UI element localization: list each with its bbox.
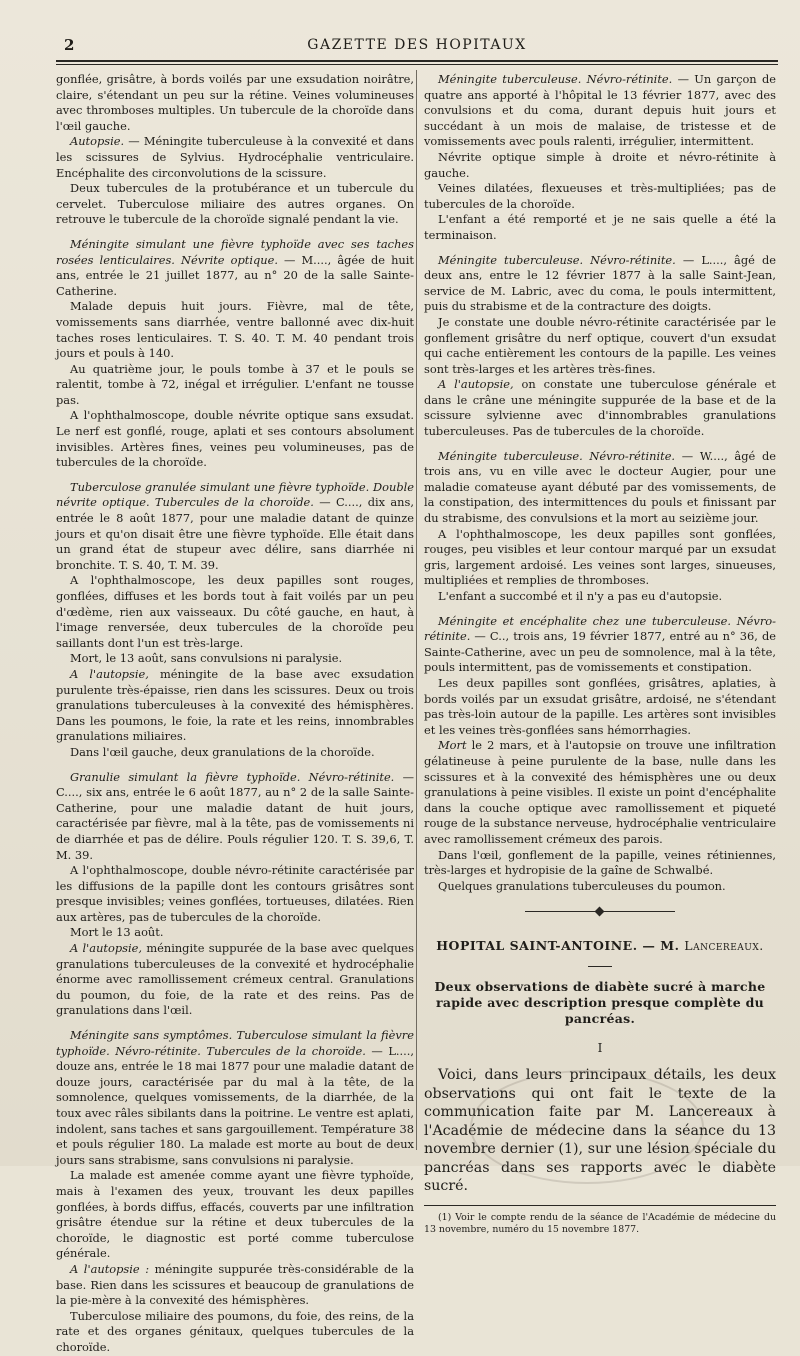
- footnote-rule: [424, 1205, 776, 1206]
- observation-title: Méningite sans symptômes. Tuberculose simulant la fièvre typhoïde. Névro-rétinite. Tubercules de la choroïde.: [56, 1028, 414, 1058]
- library-stamp: [470, 1070, 704, 1184]
- header-rule-thin: [56, 64, 778, 65]
- paragraph: A l'ophthalmoscope, les deux papilles sont gonflées, rouges, peu visibles et leur contour marqué par un exsudat gris, largement ardoisé. Les veines sont larges, sinueuses, multipliées et remplies de thromboses.: [424, 526, 776, 588]
- paragraph: [56, 134, 414, 181]
- observation-heading: [56, 480, 414, 574]
- paragraph: Tuberculose miliaire des poumons, du foie, des reins, de la rate et des organes génitaux, quelques tubercules de la choroïde.: [56, 1308, 414, 1354]
- paragraph: Dans l'œil gauche, deux granulations de la choroïde.: [70, 744, 375, 759]
- paragraph: Névrite optique simple à droite et névro-rétinite à gauche.: [424, 149, 776, 180]
- section-separator: [525, 908, 675, 916]
- paragraph: A l'ophthalmoscope, double névrite optique sans exsudat. Le nerf est gonflé, rouge, aplati et ses contours absolument invisibles. Artères fines, veines peu volumineuses, pas de tubercules de la choroïde.: [56, 408, 414, 470]
- paragraph-text: — Méningite tuberculeuse à la convexité et dans les scissures de Sylvius. Hydrocéphalie ventriculaire. Encéphalite des circonvolutions de la scissure.: [56, 134, 414, 180]
- paragraph: A l'ophthalmoscope, les deux papilles sont rouges, gonflées, diffuses et les bords tout à fait voilés par un peu d'œdème, rien aux vaisseaux. Du côté gauche, en haut, à l'image renversée, deux tubercules de la choroïde peu saillants dont l'un est très-large.: [56, 573, 414, 650]
- observation-heading: [56, 237, 414, 299]
- header-rule: [56, 60, 778, 62]
- paragraph: Les deux papilles sont gonflées, grisâtres, aplaties, à bords voilés par un exsudat grisâtre, ardoisé, ne s'étendant pas très-loin autour de la papille. Les artères sont invisibles et les veines très-gonflées sans hémorrhagies.: [424, 675, 776, 737]
- observation-title: Méningite simulant une fièvre typhoïde avec ses taches rosées lenticulaires. Névrite optique.: [56, 236, 414, 267]
- hospital-title: HOPITAL SAINT-ANTOINE. — M.: [436, 938, 685, 954]
- run-in-label: A l'autopsie :: [70, 1261, 150, 1276]
- paragraph: Quelques granulations tuberculeuses du poumon.: [438, 878, 726, 893]
- paragraph-text: méningite suppurée de la base avec quelques granulations tuberculeuses de la convexité et hydrocéphalie énorme avec ramollissement crémeux central. Granulations du poumon, du foie, de la rate et des reins. Pas de granulations dans l'œil.: [56, 941, 414, 1018]
- paragraph: Je constate une double névro-rétinite caractérisée par le gonflement grisâtre du nerf optique, couvert d'un exsudat qui cache entièrement les contours de la papille. Les veines sont très-larges et les artères très-fines.: [424, 314, 776, 376]
- observation-title: Tuberculose granulée simulant une fièvre typhoïde. Double névrite optique. Tubercules de la choroïde.: [56, 479, 414, 510]
- paragraph: [56, 1262, 414, 1309]
- run-in-label: A l'autopsie,: [70, 666, 149, 681]
- paragraph: Au quatrième jour, le pouls tombe à 37 et le pouls se ralentit, tombe à 72, inégal et irrégulier. L'enfant ne tousse pas.: [56, 361, 414, 407]
- observation-text: — W...., âgé de trois ans, vu en ville avec le docteur Augier, pour une maladie comateuse ayant débuté par des vomissements, de la constipation, des intermittences du pouls et finissant par du strabisme, des convulsions et la mort au seizième jour.: [424, 448, 776, 526]
- paragraph: gonflée, grisâtre, à bords voilés par une exsudation noirâtre, claire, s'étendant un peu sur la rétine. Veines volumineuses avec thromboses multiples. Un tubercule de la choroïde dans l'œil gauche.: [56, 72, 414, 133]
- observation-title: Méningite et encéphalite chez une tuberculeuse. Névro-rétinite.: [424, 613, 776, 644]
- paragraph-text: on constate une tuberculose générale et dans le crâne une méningite suppurée de la base et de la scissure sylvienne avec d'innombrables granulations tuberculeuses. Pas de tubercules de la choroïde.: [424, 377, 776, 439]
- observation-heading: [424, 253, 776, 315]
- run-in-label: Autopsie.: [70, 134, 125, 149]
- paragraph: La malade est amenée comme ayant une fièvre typhoïde, mais à l'examen des yeux, trouvant les deux papilles gonflées, à bords diffus, effacés, couverts par une infiltration grisâtre étendue sur la rétine et deux tubercules de la choroïde, le diagnostic est porté comme tuberculose générale.: [56, 1168, 414, 1261]
- right-column: [424, 72, 776, 1236]
- column-divider: [416, 70, 417, 1150]
- paragraph: [424, 377, 776, 439]
- paragraph: A l'ophthalmoscope, double névro-rétinite caractérisée par les diffusions de la papille dont les contours grisâtres sont presque invisibles; veines gonflées, tortueuses, dilatées. Rien aux artères, pas de tubercules de la choroïde.: [56, 863, 414, 924]
- paragraph-text: méningite de la base avec exsudation purulente très-épaisse, rien dans les scissures. Deux ou trois granulations tuberculeuses à la convexité des hémisphères. Dans les poumons, le foie, la rate et les reins, innombrables granulations miliaires.: [56, 666, 414, 744]
- observation-title: Granulie simulant la fièvre typhoïde. Névro-rétinite.: [70, 769, 395, 784]
- observation-text: — C...., six ans, entrée le 6 août 1877, au n° 2 de la salle Sainte-Catherine, pour une maladie datant de huit jours, caractérisée par fièvre, mal à la tête, pas de vomissements ni de diarrhée et pas de délire. Pouls régulier 120. T. S. 39,6, T. M. 39.: [56, 769, 415, 862]
- page-number: 2: [64, 36, 75, 54]
- run-in-label: A l'autopsie,: [70, 941, 143, 956]
- observation-title: Méningite tuberculeuse. Névro-rétinite.: [438, 448, 676, 463]
- left-column: [56, 72, 414, 1356]
- paragraph: [424, 738, 776, 847]
- paragraph: [56, 667, 414, 745]
- observation-heading: [424, 449, 776, 527]
- paragraph: Mort le 13 août.: [70, 925, 164, 940]
- paragraph: L'enfant a été remporté et je ne sais quelle a été la terminaison.: [424, 212, 776, 242]
- paragraph-text: méningite suppurée très-considérable de la base. Rien dans les scissures et beaucoup de granulations de la pie-mère à la convexité des hémisphères.: [56, 1261, 415, 1308]
- paragraph: Dans l'œil, gonflement de la papille, veines rétiniennes, très-larges et hydropisie de la gaîne de Schwalbé.: [424, 847, 776, 878]
- paragraph: L'enfant a succombé et il n'y a pas eu d'autopsie.: [438, 589, 723, 603]
- observation-title: Méningite tuberculeuse. Névro-rétinite.: [438, 252, 676, 267]
- observation-text: — C...., dix ans, entrée le 8 août 1877, pour une maladie datant de quinze jours et qu'on disait être une fièvre typhoïde. Elle était dans un grand état de stupeur avec délire, sans diarrhée ni bronchite. T. S. 40, T. M. 39.: [56, 495, 414, 572]
- observation-title: Méningite tuberculeuse. Névro-rétinite.: [438, 72, 673, 86]
- section-numeral: I: [597, 1040, 603, 1055]
- hospital-heading: [424, 938, 776, 954]
- observation-text: — L...., âgé de deux ans, entre le 12 février 1877 à la salle Saint-Jean, service de M. Labric, avec du coma, le pouls intermittent, puis du strabisme et de la contracture des doigts.: [424, 252, 776, 314]
- observation-heading: [56, 770, 414, 864]
- observation-text: — C.., trois ans, 19 février 1877, entré au n° 36, de Sainte-Catherine, avec un peu de somnolence, mal à la tête, pouls intermittent, pas de vomissements et constipation.: [424, 629, 776, 675]
- paragraph: Malade depuis huit jours. Fièvre, mal de tête, vomissements sans diarrhée, ventre ballonné avec dix-huit taches roses lenticulaires. T. S. 40. T. M. 40 pendant trois jours et pouls à 140.: [56, 299, 414, 361]
- observation-text: — Un garçon de quatre ans apporté à l'hôpital le 13 février 1877, avec des convulsions et du coma, durant depuis huit jours et succédant à un mois de malaise, de tristesse et de vomissements avec pouls ralenti, irrégulier, intermittent.: [424, 72, 776, 149]
- paragraph-text: le 2 mars, et à l'autopsie on trouve une infiltration gélatineuse à peine purulente de la base, nulle dans les scissures et à la convexité des hémisphères une ou deux granulations à peine visibles. Il existe un point d'encéphalite dans la couche optique avec ramollissement et piqueté rouge de la substance nerveuse, hydrocéphalie ventriculaire avec ramollissement crémeux des parois.: [424, 738, 776, 846]
- paragraph: [56, 941, 414, 1019]
- observation-text: — L...., douze ans, entrée le 18 mai 1877 pour une maladie datant de douze jours, caractérisée par du mal à la tête, de la somnolence, quelques vomissements, de la diarrhée, de la toux avec râles sibilants dans la poitrine. Le ventre est aplati, indolent, sans taches et sans gargouillement. Température 38 et pouls régulier 180. La malade est morte au bout de deux jours sans strabisme, sans convulsions ni paralysie.: [56, 1043, 414, 1167]
- short-rule: [588, 966, 612, 967]
- article-subtitle: Deux observations de diabète sucré à marche rapide avec description presque complète du pancréas.: [434, 978, 766, 1026]
- run-in-label: Mort: [438, 738, 467, 753]
- paragraph: Veines dilatées, flexueuses et très-multipliées; pas de tubercules de la choroïde.: [424, 181, 776, 211]
- intro-paragraph: Voici, dans leurs principaux détails, les deux observations qui ont fait le texte de la communication faite par M. Lancereaux à l'Académie de médecine dans la séance du 13 novembre dernier (1), sur une lésion spéciale du pancréas dans ses rapports avec le diabète sucré.: [424, 1067, 776, 1194]
- observation-heading: [424, 72, 776, 150]
- footnote: (1) Voir le compte rendu de la séance de l'Académie de médecine du 13 novembre, numéro du 15 novembre 1877.: [424, 1212, 776, 1236]
- paragraph: Mort, le 13 août, sans convulsions ni paralysie.: [70, 651, 343, 666]
- observation-text: — M...., âgée de huit ans, entrée le 21 juillet 1877, au n° 20 de la salle Sainte-Catherine.: [56, 252, 414, 298]
- observation-heading: [56, 1028, 414, 1168]
- journal-title: GAZETTE DES HOPITAUX: [307, 37, 527, 53]
- hospital-author: Lancereaux.: [684, 938, 764, 954]
- page-header: [56, 32, 778, 58]
- observation-heading: [424, 614, 776, 676]
- paragraph: Deux tubercules de la protubérance et un tubercule du cervelet. Tuberculose miliaire des autres organes. On retrouve le tubercule de la choroïde signalé pendant la vie.: [56, 181, 414, 227]
- run-in-label: A l'autopsie,: [438, 377, 514, 392]
